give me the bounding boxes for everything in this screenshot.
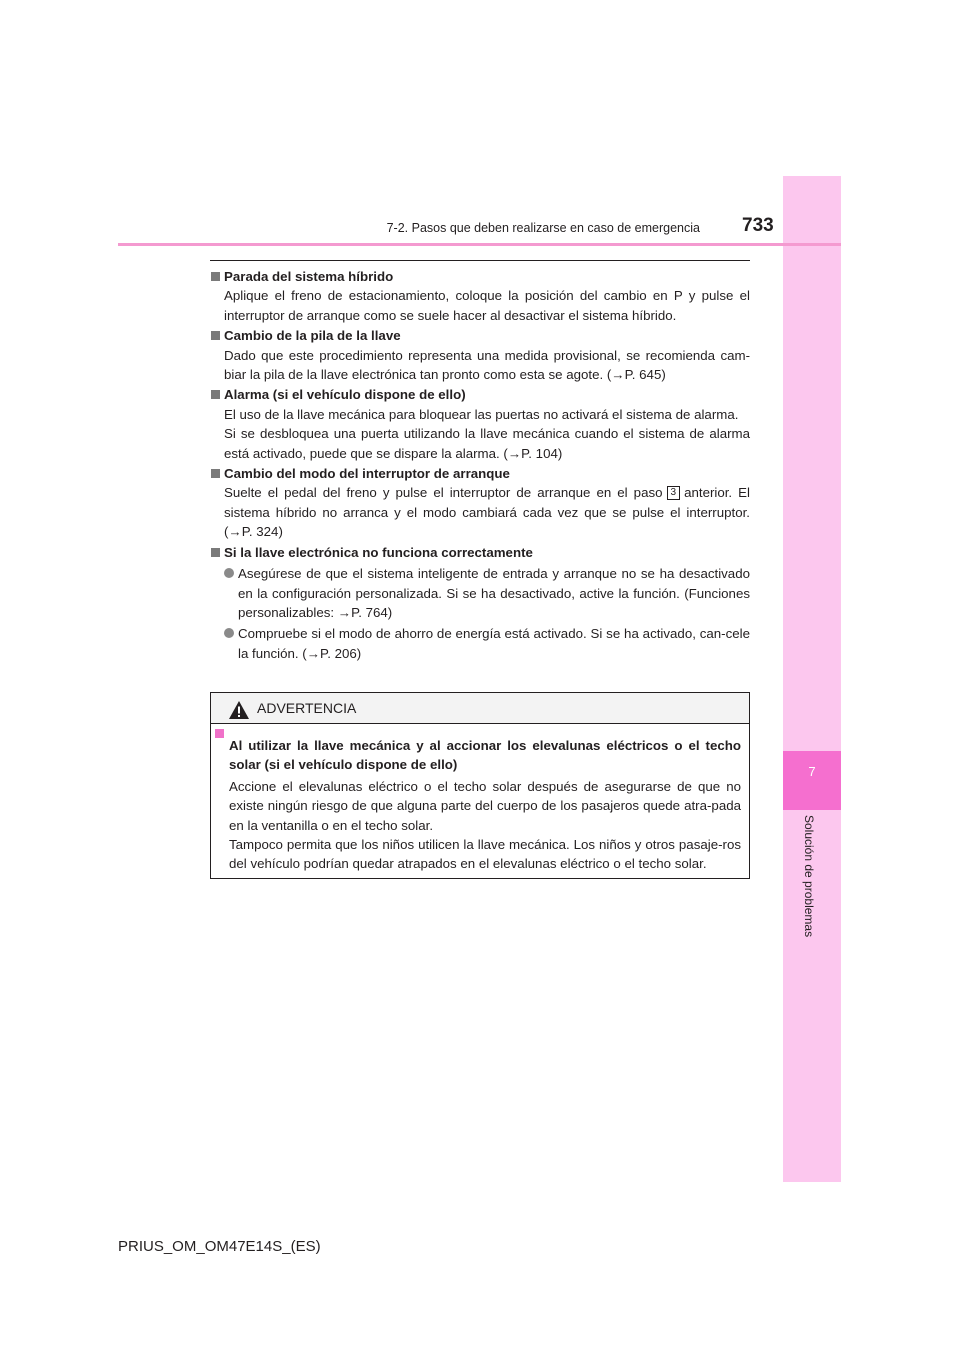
square-bullet-icon [211, 331, 220, 340]
section-item [210, 543, 750, 663]
page-number: 733 [742, 215, 774, 236]
square-bullet-icon [211, 548, 220, 557]
bullet-item [224, 624, 750, 663]
document-code: PRIUS_OM_OM47E14S_(ES) [118, 1238, 321, 1255]
bullet-item [224, 564, 750, 622]
square-bullet-icon [211, 469, 220, 478]
chapter-number-box [783, 751, 841, 810]
warning-content [211, 724, 749, 874]
round-bullet-icon [224, 628, 234, 638]
warning-title: ADVERTENCIA [257, 700, 357, 716]
header-rule [118, 243, 841, 246]
square-bullet-icon [211, 272, 220, 281]
chapter-number: 7 [808, 764, 816, 779]
item-title: Cambio de la pila de la llave [224, 328, 401, 344]
item-text: anterior. El sistema híbrido no arranca y el modo cambiará cada vez que se pulse el interruptor. (→P. 324) [224, 485, 750, 540]
item-body: Aplique el freno de estacionamiento, coloque la posición del cambio en P y pulse el interruptor de arranque como se suele hacer al desactivar el sistema híbrido. [224, 288, 750, 323]
step-number-badge: 3 [667, 486, 681, 500]
warning-heading: Al utilizar la llave mecánica y al accionar los elevalunas eléctricos o el techo solar (si el vehículo dispone de ello) [229, 738, 741, 773]
round-bullet-icon [224, 568, 234, 578]
item-text: Suelte el pedal del freno y pulse el interruptor de arranque en el paso [224, 485, 663, 501]
chapter-side-tab [783, 176, 841, 1182]
bullet-text: Compruebe si el modo de ahorro de energía está activado. Si se ha activado, can-cele la función. (→P. 206) [238, 626, 750, 661]
bullet-text: Asegúrese de que el sistema inteligente de entrada y arranque no se ha desactivado en la configuración personalizada. Si se ha desactivado, active la función. (Funciones personalizables: →P. 764) [238, 566, 750, 620]
warning-box [210, 692, 750, 879]
item-body: Dado que este procedimiento representa una medida provisional, se recomienda cam-biar la pila de la llave electrónica tan pronto como esta se agote. (→P. 645) [224, 347, 750, 383]
warning-paragraph: Tampoco permita que los niños utilicen la llave mecánica. Los niños y otros pasaje-ros del vehículo podrían quedar atrapados en el elevalunas eléctrico o el techo solar. [229, 837, 741, 872]
chapter-label: Solución de problemas [802, 815, 816, 938]
section-item [210, 385, 750, 463]
item-paragraph: Si se desbloquea una puerta utilizando la llave mecánica cuando el sistema de alarma está activado, puede que se dispare la alarma. (→P. 104) [224, 426, 750, 461]
item-paragraph: El uso de la llave mecánica para bloquear las puertas no activará el sistema de alarma. [224, 406, 739, 422]
item-title: Si la llave electrónica no funciona correctamente [224, 544, 533, 560]
warning-header [211, 693, 749, 724]
section-item [210, 464, 750, 542]
content-top-rule [210, 260, 750, 261]
content [210, 267, 750, 664]
item-title: Alarma (si el vehículo dispone de ello) [224, 387, 466, 403]
warning-triangle-icon [228, 700, 250, 720]
item-body [224, 483, 750, 541]
item-title: Parada del sistema híbrido [224, 269, 394, 284]
item-body [224, 405, 750, 463]
section-item [210, 267, 750, 325]
section-header: 7-2. Pasos que deben realizarse en caso de emergencia [386, 221, 700, 235]
square-bullet-icon [215, 729, 224, 738]
warning-paragraph: Accione el elevalunas eléctrico o el techo solar después de asegurarse de que no existe ningún riesgo de que alguna parte del cuerpo de los pasajeros quede atra-pada en la ventanilla o en el techo solar. [229, 778, 741, 833]
item-title: Cambio del modo del interruptor de arranque [224, 466, 510, 482]
section-item [210, 326, 750, 384]
square-bullet-icon [211, 390, 220, 399]
